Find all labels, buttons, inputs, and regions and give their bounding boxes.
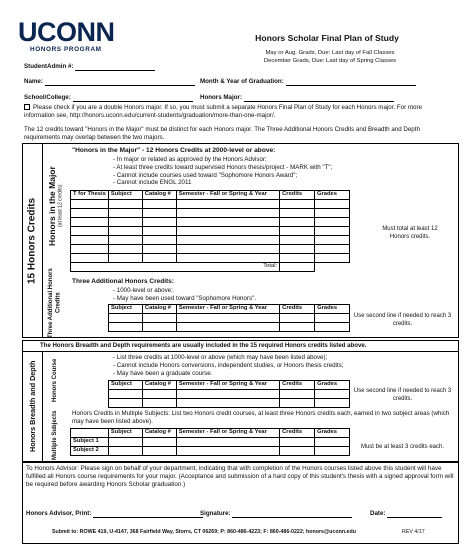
breadth-depth-side-label: Honors Breadth and Depth xyxy=(22,351,42,462)
honors-major-line xyxy=(244,95,394,102)
col-catalog: Catalog # xyxy=(142,305,176,314)
col-grades: Grades xyxy=(315,429,350,438)
fifteen-credits-side-label: 15 Honors Credits xyxy=(22,143,42,338)
table-row[interactable] xyxy=(71,209,350,218)
subject-1-label: Subject 1 xyxy=(71,438,109,447)
school-label: School/College: xyxy=(24,94,71,101)
honors-major-label: Honors Major: xyxy=(200,94,242,101)
additional-bullet: - 1000-level or above; xyxy=(113,287,173,294)
school-field[interactable] xyxy=(24,94,193,102)
col-grades: Grades xyxy=(315,381,350,390)
table-row[interactable] xyxy=(71,245,350,254)
col-semester: Semester - Fall or Spring & Year xyxy=(176,191,279,200)
advisor-date-label: Date: xyxy=(370,510,386,517)
additional-note: Use second line if needed to reach 3 credits. xyxy=(353,313,452,327)
col-credits: Credits xyxy=(280,191,315,200)
col-grades: Grades xyxy=(315,191,350,200)
submit-address: Submit to: ROWE 419, U-4147, 368 Fairfield Way, Storrs, CT 06269; P: 860-486-4223; F: 860-486-0222; honors@uconn.edu xyxy=(52,529,356,535)
col-grades: Grades xyxy=(315,305,350,314)
table-row[interactable] xyxy=(71,227,350,236)
major-side-sub: (at least 12 credits) xyxy=(57,184,64,228)
advisor-signature-field[interactable] xyxy=(200,510,352,518)
col-catalog: Catalog # xyxy=(142,381,176,390)
grad-month-line xyxy=(286,79,416,86)
honors-major-field[interactable] xyxy=(200,94,394,102)
breadth-note: Use second line if needed to reach 3 credits. xyxy=(353,388,452,402)
additional-credits-side-label: Three Additional Honors Credits xyxy=(42,268,68,338)
major-bullet: - At least three credits toward supervised Honors thesis/project - MARK with "T"; xyxy=(113,163,333,171)
col-semester: Semester - Fall or Spring & Year xyxy=(176,305,279,314)
total-credits-cell[interactable] xyxy=(280,263,315,272)
table-row[interactable] xyxy=(71,236,350,245)
table-row[interactable] xyxy=(71,200,350,209)
honors-course-side-label: Honors Course xyxy=(42,351,68,408)
studentadmin-line xyxy=(75,64,155,71)
table-row[interactable] xyxy=(109,323,350,332)
multiple-subjects-side-label: Multiple Subjects xyxy=(42,408,68,462)
col-credits: Credits xyxy=(280,305,315,314)
col-subject: Subject xyxy=(108,191,142,200)
advisor-signature-label: Signature: xyxy=(200,510,231,517)
col-subject: Subject xyxy=(108,429,142,438)
col-semester: Semester - Fall or Spring & Year xyxy=(176,429,279,438)
breadth-bullet: - May have been a graduate course. xyxy=(113,369,213,377)
name-label: Name: xyxy=(24,78,43,85)
breadth-banner: The Honors Breadth and Depth requirements are usually included in the 15 required Honors credits listed above. xyxy=(40,342,367,349)
multi-subjects-note: Must be at least 3 credits each. xyxy=(360,444,445,450)
breadth-bullets xyxy=(113,354,413,377)
school-line xyxy=(73,95,193,102)
additional-bullet: - May have been used toward "Sophomore Honors". xyxy=(113,294,257,302)
advisor-print-label: Honors Advisor, Print: xyxy=(26,510,92,517)
col-semester: Semester - Fall or Spring & Year xyxy=(176,381,279,390)
revision-label: REV 4/17 xyxy=(402,529,425,535)
breadth-bullet: - List three credits at 1000-level or above (which may have been listed above); xyxy=(113,354,328,361)
studentadmin-field[interactable] xyxy=(24,63,155,71)
studentadmin-label: StudentAdmin #: xyxy=(24,63,74,70)
distinct-note: The 12 credits toward "Honors in the Major" must be distinct for each Honors major. The Three Additional Honors Credits and Breadth and Depth requirements may overlap between the two majors. xyxy=(24,126,420,141)
due-line-2: December Grads, Due: Last day of Spring Classes xyxy=(263,58,397,64)
major-course-table xyxy=(70,190,350,272)
total-label: Total: xyxy=(71,263,280,272)
additional-bullets xyxy=(113,287,363,303)
subject-2-label: Subject 2 xyxy=(71,447,109,456)
additional-heading: Three Additional Honors Credits: xyxy=(72,278,174,285)
breadth-course-table xyxy=(108,380,350,408)
major-heading: "Honors in the Major" - 12 Honors Credits at 2000-level or above: xyxy=(72,147,276,154)
advisor-date-line xyxy=(387,511,442,518)
col-credits: Credits xyxy=(280,381,315,390)
major-bullet: - In major or related as approved by the Honors Advisor; xyxy=(113,156,267,163)
multi-subjects-text xyxy=(72,410,452,426)
table-row[interactable] xyxy=(71,438,350,447)
due-line-1: May or Aug. Grads, Due: Last day of Fall Classes xyxy=(265,50,395,56)
advisor-text: To Honors Advisor: Please sign on behalf of your department, indicating that with completion of the Honors courses listed above this student will have fulfilled all Honors course requirements for your major. (Acceptance and submission of a hard copy of this student's thesis with a signed approval form will be required before awarding Honors Scholar graduation.) xyxy=(26,465,454,488)
col-subject: Subject xyxy=(109,305,143,314)
table-row[interactable] xyxy=(71,218,350,227)
col-catalog: Catalog # xyxy=(142,191,176,200)
advisor-signature-line xyxy=(232,511,352,518)
name-line xyxy=(45,79,195,86)
grad-month-field[interactable] xyxy=(200,78,416,86)
grad-month-label: Month & Year of Graduation: xyxy=(200,78,284,85)
table-row[interactable] xyxy=(109,314,350,323)
advisor-date-field[interactable] xyxy=(370,510,442,518)
double-major-note xyxy=(24,104,454,120)
multi-subjects-table xyxy=(70,428,350,456)
additional-course-table xyxy=(108,304,350,332)
honors-program-label: HONORS PROGRAM xyxy=(30,46,102,53)
major-bullets xyxy=(113,156,393,187)
multi-subjects-desc: Honors Credits in Multiple Subjects: List two Honors credit courses, at least three Honors credits each, earned in two subject areas (which may have been listed above). xyxy=(72,410,450,425)
table-row[interactable] xyxy=(109,390,350,399)
major-total-note: Must total at least 12 Honors credits. xyxy=(382,226,438,240)
double-major-checkbox[interactable] xyxy=(24,104,30,110)
major-bullet: - Cannot include ENGL 2011 xyxy=(113,179,192,187)
breadth-bullet: - Cannot include Honors conversions, independent studies, or Honors thesis credits; xyxy=(113,361,344,369)
table-row[interactable] xyxy=(71,447,350,456)
row-header-blank xyxy=(71,429,109,438)
table-row[interactable] xyxy=(71,254,350,263)
advisor-print-line xyxy=(93,511,203,518)
breadth-banner-rule xyxy=(22,351,459,352)
advisor-print-field[interactable] xyxy=(26,510,203,518)
major-bullet: - Cannot include courses used toward "Sophomore Honors Award"; xyxy=(113,171,298,179)
table-row[interactable] xyxy=(109,399,350,408)
form-title: Honors Scholar Final Plan of Study xyxy=(255,33,399,43)
double-major-text: Please check if you are a double Honors major. If so, you must submit a separate Honors Final Plan of Study for each Honors major. For more information see, http://honors.uconn.edu/current-students/graduation/more-than-one-major/. xyxy=(24,104,422,119)
uconn-logo: UCONN xyxy=(18,17,115,47)
col-credits: Credits xyxy=(280,429,315,438)
major-side-title: Honors in the Major xyxy=(47,166,58,246)
col-subject: Subject xyxy=(109,381,143,390)
col-catalog: Catalog # xyxy=(142,429,176,438)
name-field[interactable] xyxy=(24,78,195,86)
honors-in-major-side-label xyxy=(42,143,68,268)
col-thesis: T for Thesis xyxy=(71,191,109,200)
